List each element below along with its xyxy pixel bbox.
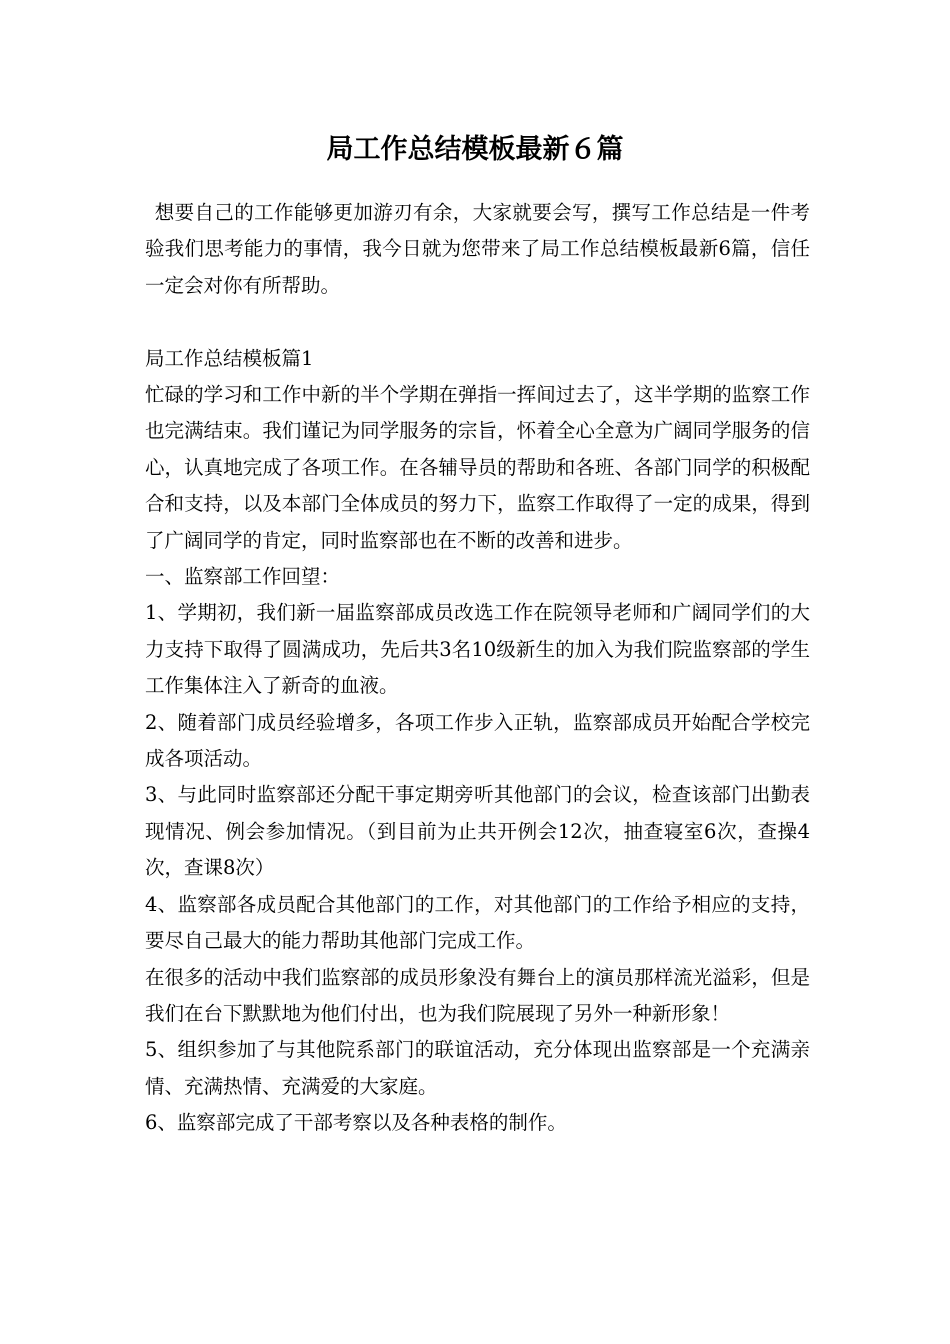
body-paragraph: 忙碌的学习和工作中新的半个学期在弹指一挥间过去了，这半学期的监察工作也完满结束。我们谨记为同学服务的宗旨，怀着全心全意为广阔同学服务的信心，认真地完成了各项工作。在各辅导员的帮助和各班、各部门同学的积极配合和支持，以及本部门全体成员的努力下，监察工作取得了一定的成果，得到了广阔同学的肯定，同时监察部也在不断的改善和进步。 [145,383,810,552]
body-paragraph: 4、监察部各成员配合其他部门的工作，对其他部门的工作给予相应的支持，要尽自己最大的能力帮助其他部门完成工作。 [145,892,810,953]
intro-paragraph: 想要自己的工作能够更加游刃有余，大家就要会写，撰写工作总结是一件考验我们思考能力的事情，我今日就为您带来了局工作总结模板最新6篇，信任一定会对你有所帮助。 [145,201,810,297]
body-paragraph: 3、与此同时监察部还分配干事定期旁听其他部门的会议，检查该部门出勤表现情况、例会参加情况。（到目前为止共开例会12次，抽查寝室6次，查操4次，查课8次） [145,783,810,880]
body-paragraph: 在很多的活动中我们监察部的成员形象没有舞台上的演员那样流光溢彩，但是我们在台下默默地为他们付出，也为我们院展现了另外一种新形象！ [145,965,810,1025]
paragraph-gap [145,304,810,340]
body-paragraph: 1、学期初，我们新一届监察部成员改选工作在院领导老师和广阔同学们的大力支持下取得了圆满成功，先后共3名10级新生的加入为我们院监察部的学生工作集体注入了新奇的血液。 [145,601,810,698]
body-paragraph: 6、监察部完成了干部考察以及各种表格的制作。 [145,1111,567,1135]
body-paragraph: 5、组织参加了与其他院系部门的联谊活动，充分体现出监察部是一个充满亲情、充满热情、充满爱的大家庭。 [145,1038,810,1098]
body-paragraph: 一、监察部工作回望： [145,565,341,589]
body-paragraph: 2、随着部门成员经验增多，各项工作步入正轨，监察部成员开始配合学校完成各项活动。 [145,710,810,771]
document-title: 局工作总结模板最新６篇 [326,134,624,165]
section-heading: 局工作总结模板篇1 [145,346,314,370]
document-body [145,195,810,1142]
